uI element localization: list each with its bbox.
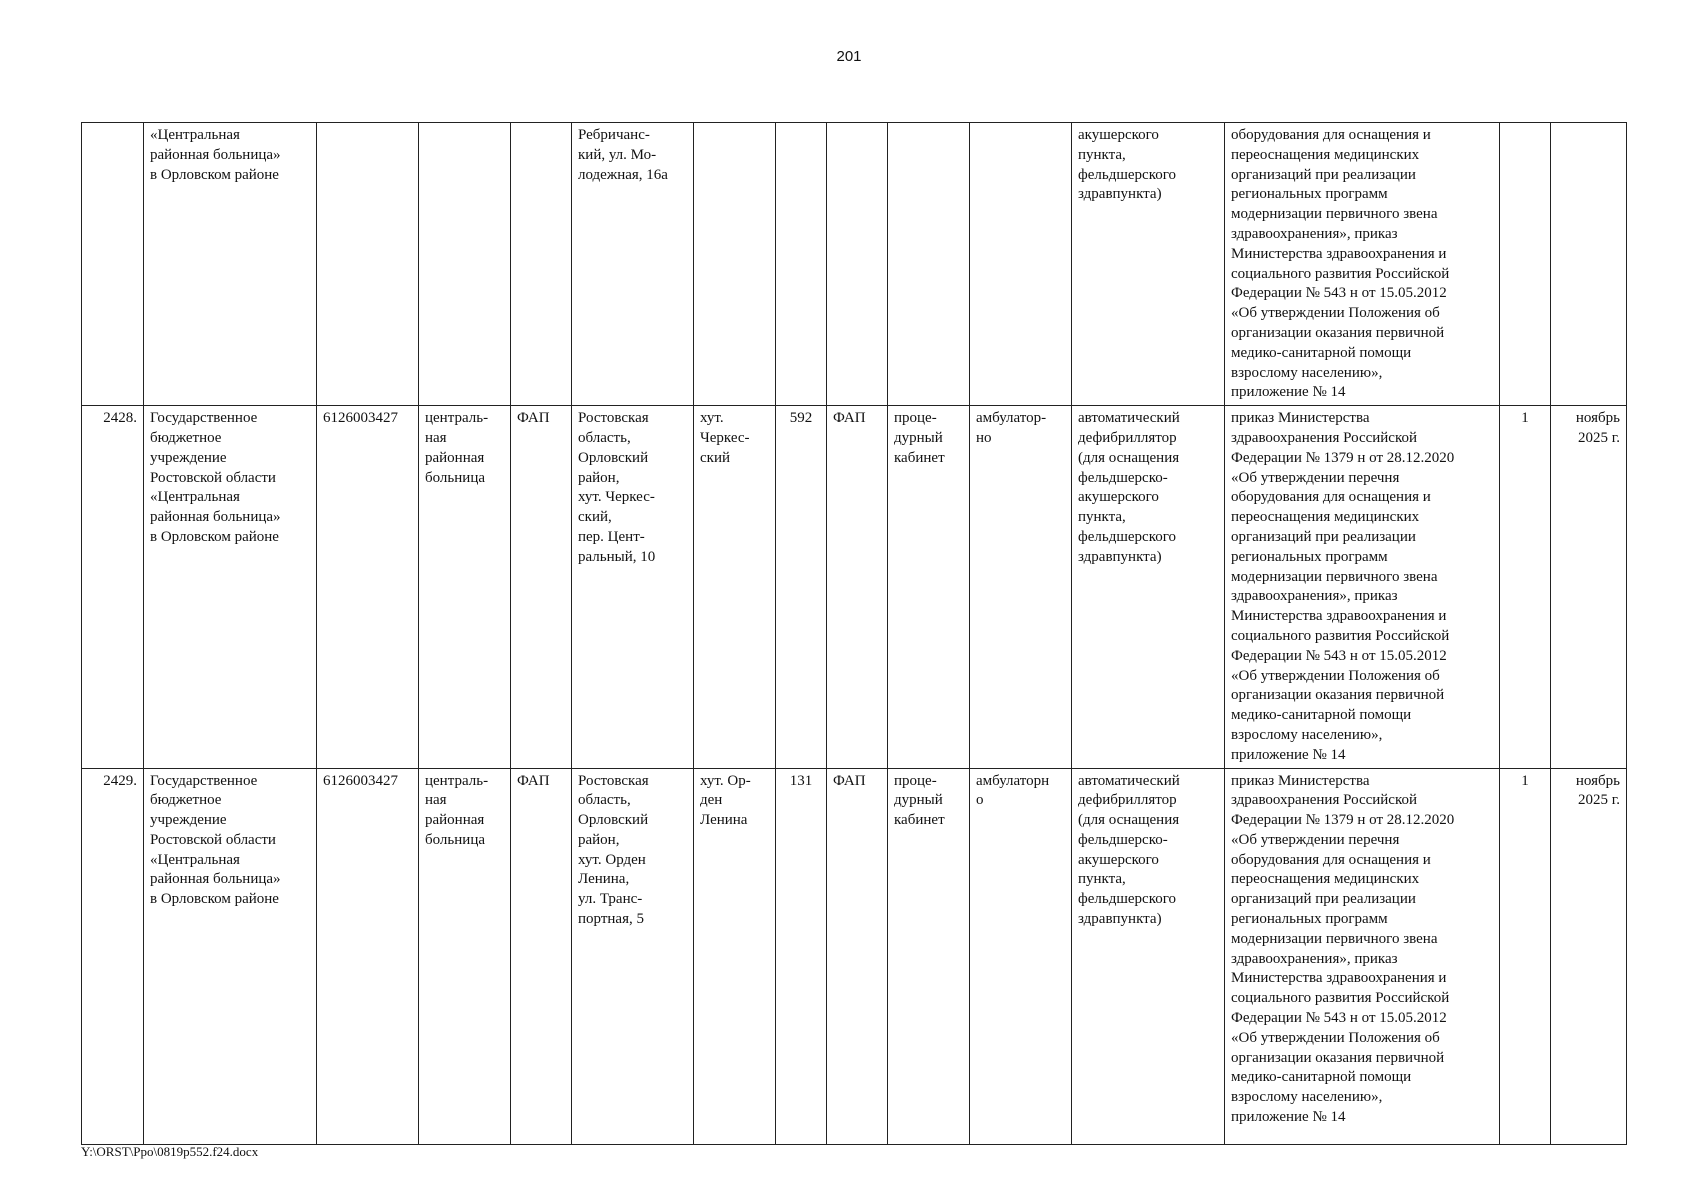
basis-cell: оборудования для оснащения и переоснащения медицинских организаций при реализации региональных программ модернизации первичного звена здравоохранения», приказ Министерства здравоохранения и социального развития Российской Федерации № 543 н от 15.05.2012 «Об утверждении Положения об организации оказания первичной медико-санитарной помощи взрослому населению», приложение № 14 bbox=[1225, 123, 1500, 406]
basis-cell: приказ Министерства здравоохранения Российской Федерации № 1379 н от 28.12.2020 «Об утверждении перечня оборудования для оснащения и переоснащения медицинских организаций при реализации региональных программ модернизации первичного звена здравоохранения», приказ Министерства здравоохранения и социального развития Российской Федерации № 543 н от 15.05.2012 «Об утверждении Положения об организации оказания первичной медико-санитарной помощи взрослому населению», приложение № 14 bbox=[1225, 768, 1500, 1144]
institution-type-cell bbox=[419, 123, 511, 406]
population-cell: 592 bbox=[776, 406, 827, 768]
unit2-cell bbox=[827, 123, 888, 406]
quantity-cell: 1 bbox=[1500, 768, 1551, 1144]
care-cell bbox=[970, 123, 1072, 406]
room-cell: проце- дурный кабинет bbox=[888, 406, 970, 768]
room-cell: проце- дурный кабинет bbox=[888, 768, 970, 1144]
unit2-cell: ФАП bbox=[827, 406, 888, 768]
row-number: 2429. bbox=[82, 768, 144, 1144]
table-row bbox=[82, 406, 1627, 768]
care-cell: амбулатор- но bbox=[970, 406, 1072, 768]
unit-cell: ФАП bbox=[511, 768, 572, 1144]
equipment-table bbox=[81, 122, 1627, 1145]
address-cell: Ростовская область, Орловский район, хут. Орден Ленина, ул. Транс- портная, 5 bbox=[572, 768, 694, 1144]
quantity-cell bbox=[1500, 123, 1551, 406]
equipment-cell: акушерского пункта, фельдшерского здравпункта) bbox=[1072, 123, 1225, 406]
basis-cell: приказ Министерства здравоохранения Российской Федерации № 1379 н от 28.12.2020 «Об утверждении перечня оборудования для оснащения и переоснащения медицинских организаций при реализации региональных программ модернизации первичного звена здравоохранения», приказ Министерства здравоохранения и социального развития Российской Федерации № 543 н от 15.05.2012 «Об утверждении Положения об организации оказания первичной медико-санитарной помощи взрослому населению», приложение № 14 bbox=[1225, 406, 1500, 768]
care-cell: амбулаторн о bbox=[970, 768, 1072, 1144]
settlement-cell: хут. Ор- ден Ленина bbox=[694, 768, 776, 1144]
date-cell: ноябрь 2025 г. bbox=[1551, 768, 1627, 1144]
population-cell bbox=[776, 123, 827, 406]
quantity-cell: 1 bbox=[1500, 406, 1551, 768]
room-cell bbox=[888, 123, 970, 406]
unit-cell: ФАП bbox=[511, 406, 572, 768]
address-cell: Ребричанс- кий, ул. Мо- лодежная, 16а bbox=[572, 123, 694, 406]
footer-file-path: Y:\ORST\Ppo\0819p552.f24.docx bbox=[81, 1144, 259, 1159]
institution-type-cell: централь- ная районная больница bbox=[419, 406, 511, 768]
equipment-cell: автоматический дефибриллятор (для оснащения фельдшерско- акушерского пункта, фельдшерского здравпункта) bbox=[1072, 406, 1225, 768]
unit2-cell: ФАП bbox=[827, 768, 888, 1144]
row-number: 2428. bbox=[82, 406, 144, 768]
inn-cell bbox=[317, 123, 419, 406]
inn-cell: 6126003427 bbox=[317, 406, 419, 768]
institution-cell: «Центральная районная больница» в Орловском районе bbox=[144, 123, 317, 406]
institution-type-cell: централь- ная районная больница bbox=[419, 768, 511, 1144]
institution-cell: Государственное бюджетное учреждение Ростовской области «Центральная районная больница» в Орловском районе bbox=[144, 406, 317, 768]
table-row bbox=[82, 123, 1627, 406]
table-row bbox=[82, 768, 1627, 1144]
institution-cell: Государственное бюджетное учреждение Ростовской области «Центральная районная больница» в Орловском районе bbox=[144, 768, 317, 1144]
row-number bbox=[82, 123, 144, 406]
page-number: 201 bbox=[836, 48, 862, 65]
equipment-cell: автоматический дефибриллятор (для оснащения фельдшерско- акушерского пункта, фельдшерского здравпункта) bbox=[1072, 768, 1225, 1144]
date-cell: ноябрь 2025 г. bbox=[1551, 406, 1627, 768]
inn-cell: 6126003427 bbox=[317, 768, 419, 1144]
settlement-cell: хут. Черкес- ский bbox=[694, 406, 776, 768]
date-cell bbox=[1551, 123, 1627, 406]
unit-cell bbox=[511, 123, 572, 406]
population-cell: 131 bbox=[776, 768, 827, 1144]
settlement-cell bbox=[694, 123, 776, 406]
address-cell: Ростовская область, Орловский район, хут. Черкес- ский, пер. Цент- ральный, 10 bbox=[572, 406, 694, 768]
